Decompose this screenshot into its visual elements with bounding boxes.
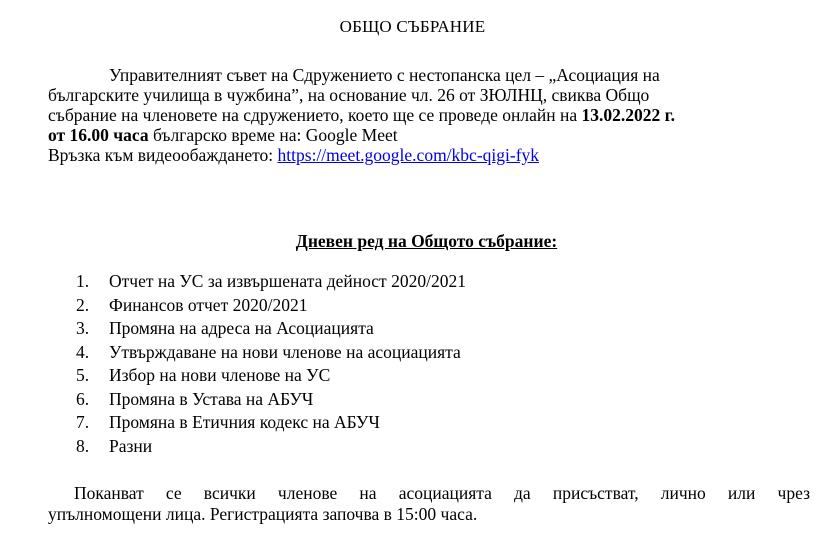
agenda-item-text: Разни xyxy=(109,435,153,456)
agenda-list xyxy=(76,270,466,458)
agenda-item-text: Избор на нови членове на УС xyxy=(109,365,331,385)
agenda-item xyxy=(76,364,466,388)
agenda-item-text: Отчет на УС за извършената дейност 2020/2021 xyxy=(109,271,466,291)
closing-paragraph xyxy=(48,483,810,525)
intro-line-5 xyxy=(48,145,788,165)
agenda-item-text: Промяна на адреса на Асоциацията xyxy=(109,318,374,338)
agenda-item xyxy=(76,270,466,294)
agenda-item-number: 6. xyxy=(76,388,90,409)
agenda-item-number: 2. xyxy=(76,294,90,315)
agenda-item xyxy=(76,388,466,412)
meeting-date: 13.02.2022 г. xyxy=(581,105,675,125)
agenda-item-text: Промяна в Устава на АБУЧ xyxy=(109,388,314,409)
agenda-item-text: Утвърждаване на нови членове на асоциацията xyxy=(109,341,461,362)
agenda-item xyxy=(76,341,466,365)
intro-paragraph xyxy=(48,65,788,165)
agenda-item xyxy=(76,317,466,341)
agenda-item xyxy=(76,294,466,318)
link-label: Връзка към видеообаждането: xyxy=(48,145,278,165)
closing-line-2: упълномощени лица. Регистрацията започва в 15:00 часа. xyxy=(48,504,478,524)
agenda-item-number: 4. xyxy=(76,341,90,362)
agenda-item-number: 5. xyxy=(76,365,90,385)
agenda-item-text: Промяна в Етичния кодекс на АБУЧ xyxy=(109,412,380,432)
closing-line-1: Поканват се всички членове на асоциацията да присъстват, лично или чрез xyxy=(74,483,810,503)
agenda-item xyxy=(76,435,466,459)
agenda-item xyxy=(76,411,466,435)
agenda-item-number: 3. xyxy=(76,318,90,338)
intro-line-3-text: събрание на членовете на сдружението, което ще се проведе онлайн на xyxy=(48,105,582,125)
agenda-item-text: Финансов отчет 2020/2021 xyxy=(109,294,308,315)
intro-line-3 xyxy=(48,105,788,125)
agenda-item-number: 8. xyxy=(76,435,90,456)
meeting-time: от 16.00 часа xyxy=(48,125,149,145)
agenda-title: Дневен ред на Общото събрание: xyxy=(295,231,558,251)
meeting-link[interactable]: https://meet.google.com/kbc-qigi-fyk xyxy=(277,145,540,165)
agenda-item-number: 1. xyxy=(76,271,90,291)
intro-line-1: Управителният съвет на Сдружението с нестопанска цел – „Асоциация на xyxy=(109,65,660,85)
intro-line-2: българските училища в чужбина”, на основание чл. 26 от ЗЮЛНЦ, свиква Общо xyxy=(48,85,650,105)
agenda-item-number: 7. xyxy=(76,412,90,432)
document-title: ОБЩО СЪБРАНИЕ xyxy=(339,17,486,36)
intro-line-4 xyxy=(48,125,788,145)
intro-line-4-text: българско време на: Google Meet xyxy=(148,125,398,145)
